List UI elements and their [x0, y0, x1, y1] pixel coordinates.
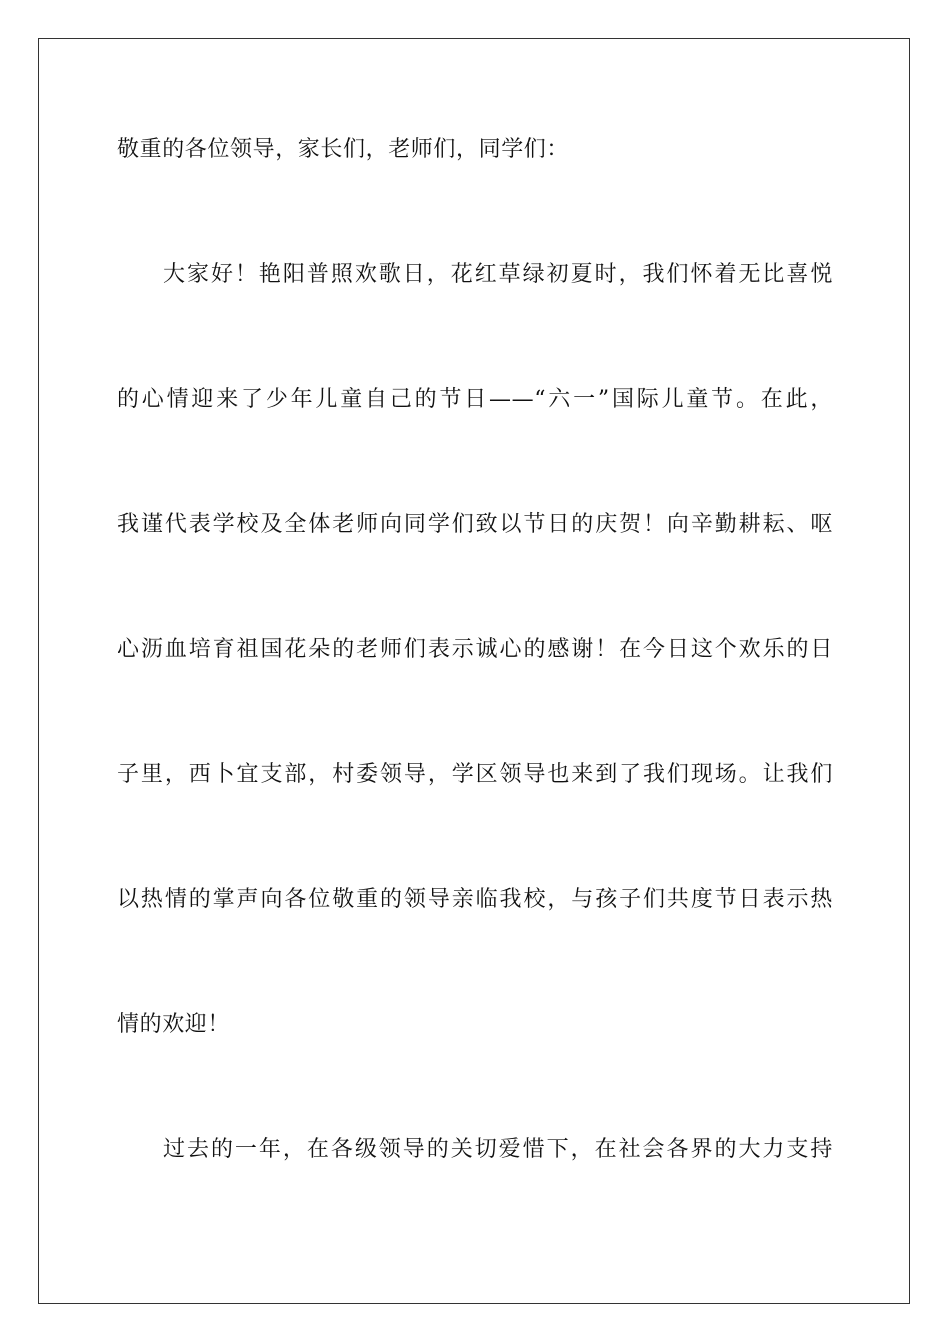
paragraph-1-line-2: 的心情迎来了少年儿童自己的节日——“六一”国际儿童节。在此， [117, 387, 833, 412]
paragraph-1-line-4: 心沥血培育祖国花朵的老师们表示诚心的感谢！在今日这个欢乐的日 [117, 637, 833, 662]
page-border [38, 38, 910, 1304]
paragraph-1-line-3: 我谨代表学校及全体老师向同学们致以节日的庆贺！向辛勤耕耘、呕 [117, 512, 833, 537]
paragraph-1-line-6: 以热情的掌声向各位敬重的领导亲临我校，与孩子们共度节日表示热 [117, 887, 833, 912]
salutation-line: 敬重的各位领导，家长们，老师们，同学们： [117, 137, 570, 162]
paragraph-1-line-5: 子里，西卜宜支部，村委领导，学区领导也来到了我们现场。让我们 [117, 762, 833, 787]
paragraph-1-line-7: 情的欢迎！ [117, 1012, 231, 1037]
paragraph-2-line-1: 过去的一年，在各级领导的关切爱惜下，在社会各界的大力支持 [163, 1137, 833, 1162]
paragraph-1-line-1: 大家好！艳阳普照欢歌日，花红草绿初夏时，我们怀着无比喜悦 [163, 262, 833, 287]
